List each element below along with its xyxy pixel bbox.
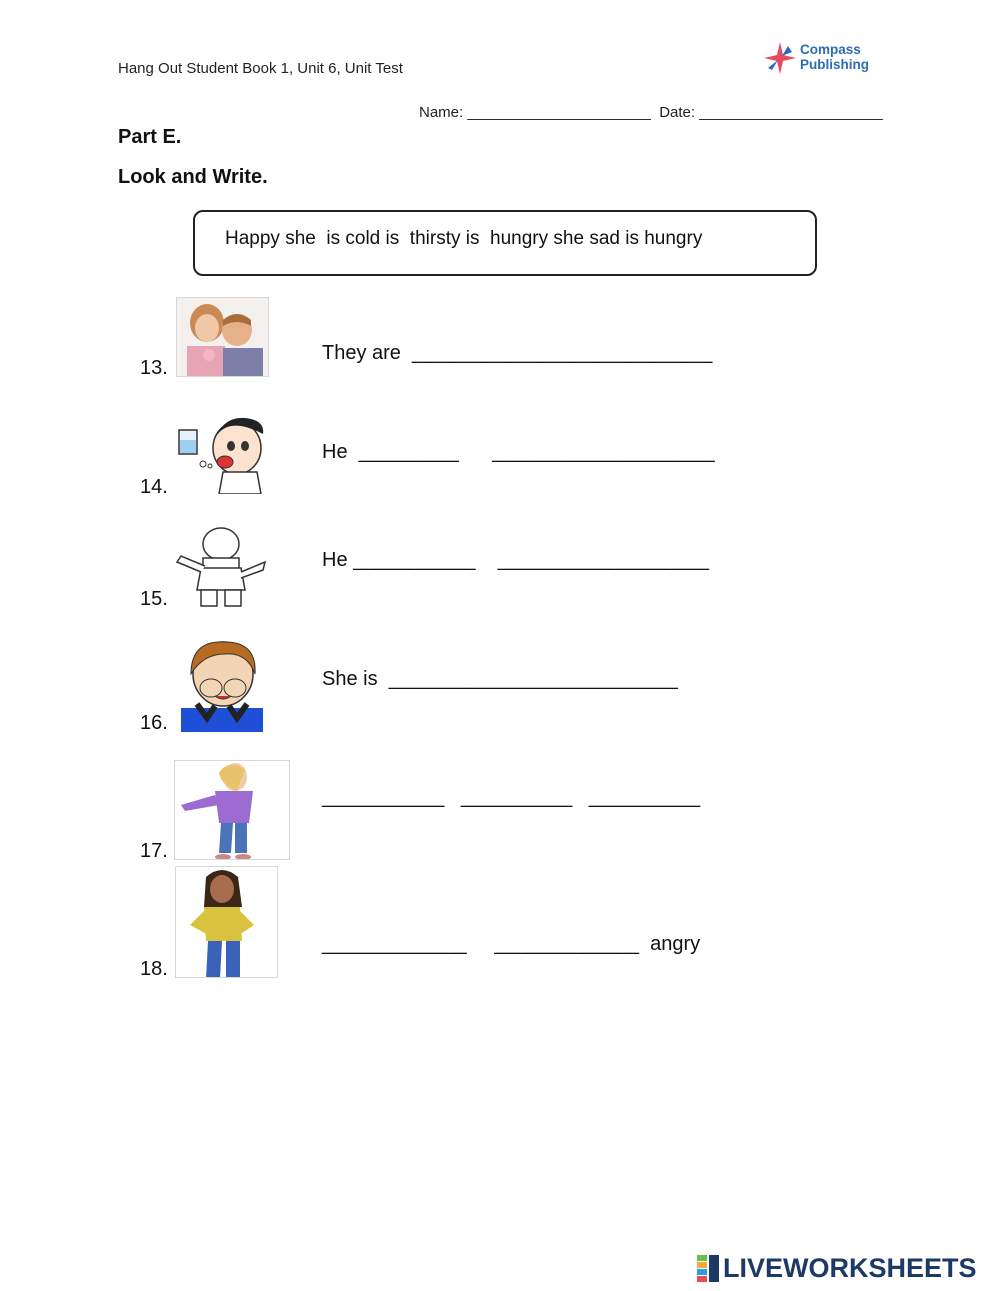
publisher-logo <box>762 40 882 76</box>
answer-line-14[interactable]: He _________ ____________________ <box>322 441 715 463</box>
cold-boy-drawing <box>175 520 269 608</box>
name-date-field[interactable]: Name: ______________________ Date: ______________________ <box>419 104 883 121</box>
compass-star-icon <box>762 40 798 76</box>
hungry-girl-drawing <box>174 760 290 860</box>
angry-girl-drawing <box>175 866 278 978</box>
answer-line-13[interactable]: They are ___________________________ <box>322 342 713 364</box>
word-bank-text: Happy she is cold is thirsty is hungry she sad is hungry <box>225 228 703 249</box>
answer-line-16[interactable]: She is __________________________ <box>322 668 678 690</box>
publisher-logo-line1: Compass <box>800 42 861 57</box>
crying-child-drawing <box>177 638 267 732</box>
answer-line-18[interactable]: _____________ _____________ angry <box>322 933 701 955</box>
happy-children-photo <box>176 297 269 377</box>
question-number: 15. <box>140 588 168 610</box>
instruction: Look and Write. <box>118 166 268 188</box>
question-number: 17. <box>140 840 168 862</box>
liveworksheets-brand: LIVEWORKSHEETS <box>723 1253 977 1283</box>
answer-line-17[interactable]: ___________ __________ __________ <box>322 786 701 808</box>
liveworksheets-icon <box>697 1253 721 1283</box>
liveworksheets-logo[interactable] <box>697 1253 997 1287</box>
word-bank <box>193 210 817 276</box>
question-number: 14. <box>140 476 168 498</box>
publisher-logo-line2: Publishing <box>800 57 869 72</box>
answer-line-15[interactable]: He ___________ ___________________ <box>322 549 710 571</box>
question-number: 18. <box>140 958 168 980</box>
question-number: 16. <box>140 712 168 734</box>
thirsty-boy-drawing <box>175 412 269 494</box>
question-number: 13. <box>140 357 168 379</box>
course-title: Hang Out Student Book 1, Unit 6, Unit Test <box>118 60 403 77</box>
part-title: Part E. <box>118 126 182 148</box>
